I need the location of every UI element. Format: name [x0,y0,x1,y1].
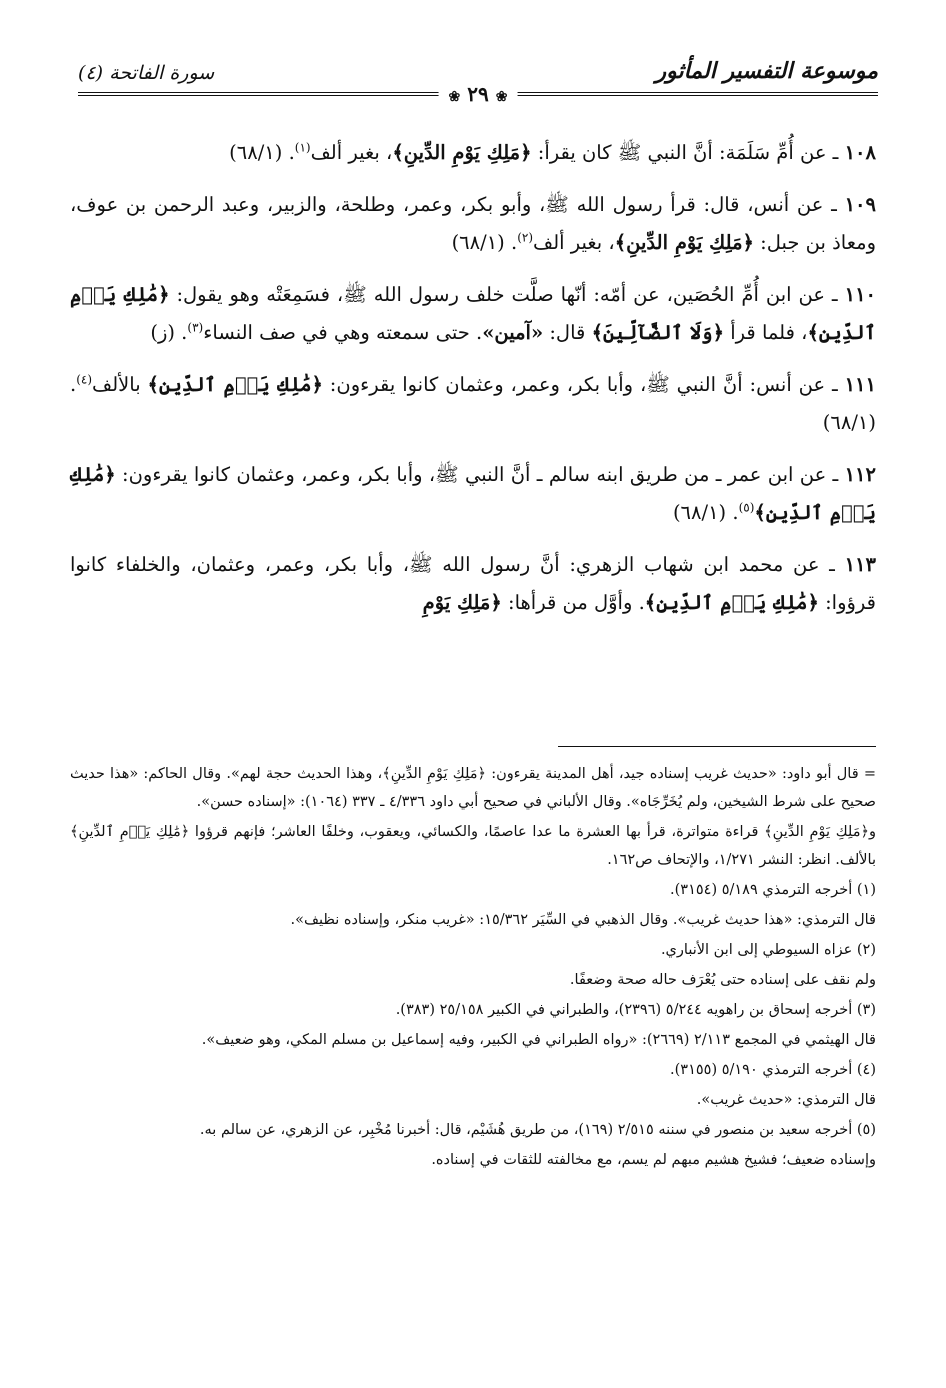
quran-quote: ﴿مَٰلِكِ يَوۡمِ ٱلدِّينِ﴾ [644,591,819,614]
footnote-marker: (٢) [517,230,534,245]
entry-110 [70,276,876,352]
entry-text: ـ عن أنس، قال: قرأ رسول الله ﷺ، وأبو بكر، وعمر، وطلحة، والزبير، وعبد الرحمن بن عوف، ومعاذ بن جبل: [70,193,876,254]
entry-number: ١١١ [844,373,876,396]
entry-108 [70,134,876,172]
footnote: = قال أبو داود: «حديث غريب إسناده جيد، أهل المدينة يقرءون: ﴿مَلِكِ يَوْمِ الدِّينِ﴾، وهذا الحديث حجة لهم». وقال الحاكم: «هذا حديث صحيح على شرط الشيخين، ولم يُخَرِّجَاه». وقال الألباني في صحيح أبي داود ٤/٣٣٦ ـ ٣٣٧ (١٠٦٤): «إسناده حسن». [70,766,876,810]
page-number-text: ٢٩ [467,82,489,106]
entry-text: ـ عن محمد ابن شهاب الزهري: أنَّ رسول الله ﷺ، وأبا بكر، وعمر، وعثمان، والخلفاء كانوا قرؤوا: [70,553,876,614]
book-title: موسوعة التفسير المأثور [655,58,878,84]
page-number [439,82,518,106]
quran-quote: ﴿مَٰلِكِ يَوۡمِ ٱلدِّينِ﴾ [70,283,876,344]
entry-text: . وأوَّل من قرأها: [501,591,645,614]
entry-text: . [70,373,77,396]
entry-text: . [726,501,739,524]
volume-reference: (٦٨/١) [451,231,505,254]
entry-text: ، فلما قرأ [724,321,808,344]
entry-number: ١٠٩ [844,193,876,216]
quran-quote: ﴿مَلِكِ يَوْمِ [422,591,502,614]
footnote-marker: (١) [294,140,311,155]
footnote: ولم نقف على إسناده حتى يُعْرَف حاله صحة وضعفًا. [569,972,876,988]
footnote: و﴿مَلِكِ يَوْمِ الدِّينِ﴾ قراءة متواترة، قرأ بها العشرة ما عدا عاصمًا، والكسائي، ويعقوب، وخلفًا العاشر؛ فإنهم قرؤوا ﴿مَٰلِكِ يَوۡمِ ٱلدِّينِ﴾ بالألف. انظر: النشر ١/٢٧١، والإتحاف ص١٦٢. [70,824,876,868]
entry-text: قال: [543,321,592,344]
entry-text: بالألف [92,373,148,396]
page-header [78,58,878,106]
footnote: وإسناده ضعيف؛ فشيخ هشيم مبهم لم يسم، مع مخالفته للثقات في إسناده. [431,1152,876,1168]
entry-text: . حتى سمعته وهي في صف النساء [203,321,483,344]
entry-number: ١١٠ [844,283,877,306]
footnote-separator [558,746,876,747]
entry-text: ، بغير ألف [533,231,615,254]
footnote: (٤) أخرجه الترمذي ٥/١٩٠ (٣١٥٥). [670,1062,876,1078]
footnote: (١) أخرجه الترمذي ٥/١٨٩ (٣١٥٤). [670,882,876,898]
amin-quote: «آمين» [482,321,544,344]
main-text [70,134,876,636]
footnote: قال الترمذي: «حديث غريب». [696,1092,876,1108]
entry-text: ، بغير ألف [310,141,393,164]
quran-quote: ﴿مَٰلِكِ يَوۡمِ ٱلدِّينِ﴾ [70,463,876,524]
entry-number: ١١٢ [844,463,876,486]
entry-number: ١٠٨ [844,141,876,164]
entry-number: ١١٣ [844,553,876,576]
entry-113 [70,546,876,622]
quran-quote: ﴿مَٰلِكِ يَوۡمِ ٱلدِّينِ﴾ [147,373,323,396]
entry-111 [70,366,876,442]
footnote: (٣) أخرجه إسحاق بن راهويه ٥/٢٤٤ (٢٣٩٦)، والطبراني في الكبير ٢٥/١٥٨ (٣٨٣). [395,1002,876,1018]
entry-109 [70,186,876,262]
quran-quote: ﴿مَلِكِ يَوْمِ الدِّينِ﴾ [614,231,754,254]
footnote: (٥) أخرجه سعيد بن منصور في سننه ٢/٥١٥ (١٦٩)، من طريق هُشَيْم، قال: أخبرنا مُخْبِر، عن الزهري، عن سالم به. [199,1122,876,1138]
footnote-marker: (٥) [738,500,755,515]
footnote: قال الهيثمي في المجمع ٢/١١٣ (٢٦٦٩): «رواه الطبراني في الكبير، وفيه إسماعيل بن مسلم المكي، وهو ضعيف». [201,1032,876,1048]
ornament-right-icon: ❀ [495,89,508,105]
entry-text: . [174,321,188,344]
volume-reference: (٦٨/١) [229,141,283,164]
entry-text: ـ عن أنس: أنَّ النبي ﷺ، وأبا بكر، وعمر، وعثمان كانوا يقرءون: [322,373,838,396]
entry-text: ـ عن ابن أُمِّ الحُصَين، عن أمّه: أنّها صلَّت خلف رسول الله ﷺ، فسَمِعَتْه وهو يقول: [169,283,838,306]
entry-text: . [504,231,518,254]
volume-reference: (٦٨/١) [822,411,876,434]
footnotes [70,760,876,1176]
footnote-marker: (٤) [76,372,93,387]
volume-reference: (ز) [150,321,175,344]
quran-quote: ﴿مَلِكِ يَوْمِ الدِّينِ﴾ [392,141,532,164]
surah-title: سورة الفاتحة (٤) [78,62,215,84]
quran-quote: ﴿وَلَا ٱلضَّآلِّينَ﴾ [591,321,725,344]
footnote-marker: (٣) [187,320,204,335]
footnote: قال الترمذي: «هذا حديث غريب». وقال الذهبي في السِّيَر ١٥/٣٦٢: «غريب منكر، وإسناده نظيف». [290,912,876,928]
entry-text: ـ عن أُمِّ سَلَمَة: أنَّ النبي ﷺ كان يقرأ: [531,141,839,164]
entry-112 [70,456,876,532]
entry-text: . [282,141,295,164]
footnote: (٢) عزاه السيوطي إلى ابن الأنباري. [660,942,876,958]
volume-reference: (٦٨/١) [672,501,727,524]
entry-text: ـ عن ابن عمر ـ من طريق ابنه سالم ـ أنَّ النبي ﷺ، وأبا بكر، وعمر، وعثمان كانوا يقرءون: [115,463,839,486]
ornament-left-icon: ❀ [448,89,461,105]
